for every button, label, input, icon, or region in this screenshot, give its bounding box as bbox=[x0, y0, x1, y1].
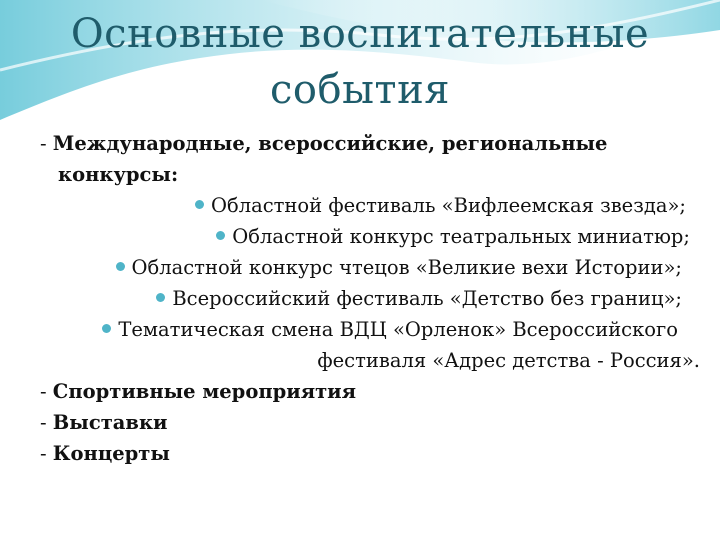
bullet-icon bbox=[116, 262, 125, 271]
bullet-item bbox=[40, 190, 700, 221]
slide-title bbox=[0, 6, 720, 118]
contests-heading: Международные, всероссийские, региональные bbox=[52, 132, 608, 155]
dash-marker: - bbox=[40, 132, 47, 155]
bullet-icon bbox=[195, 200, 204, 209]
contests-heading-cont: конкурсы: bbox=[58, 163, 179, 186]
bullet-text: Областной фестиваль «Вифлеемская звезда»; bbox=[210, 194, 686, 217]
dash-marker: - bbox=[40, 411, 47, 434]
exhibitions-label: Выставки bbox=[52, 411, 168, 434]
bullet-item bbox=[40, 283, 700, 314]
dash-marker: - bbox=[40, 442, 47, 465]
slide-body bbox=[40, 128, 700, 469]
bullet-text: Областной конкурс театральных миниатюр; bbox=[232, 225, 690, 248]
sports-label: Спортивные мероприятия bbox=[52, 380, 357, 403]
list-item-concerts bbox=[40, 438, 700, 469]
bullet-item bbox=[40, 252, 700, 283]
dash-marker: - bbox=[40, 380, 47, 403]
bullet-text: Тематическая смена ВДЦ «Орленок» Всероссийского bbox=[118, 318, 678, 341]
list-item-contests bbox=[40, 128, 700, 159]
bullet-icon bbox=[156, 293, 165, 302]
list-item-exhibitions bbox=[40, 407, 700, 438]
concerts-label: Концерты bbox=[52, 442, 170, 465]
bullet-item bbox=[40, 221, 700, 252]
title-line-1: Основные воспитательные bbox=[70, 11, 650, 57]
bullet-item bbox=[40, 314, 700, 345]
bullet-text: Областной конкурс чтецов «Великие вехи Истории»; bbox=[131, 256, 682, 279]
bullet-text: Всероссийский фестиваль «Детство без границ»; bbox=[172, 287, 682, 310]
bullet-text-cont: фестиваля «Адрес детства - Россия». bbox=[317, 349, 700, 372]
title-line-2: события bbox=[270, 67, 450, 113]
bullet-icon bbox=[102, 324, 111, 333]
bullet-icon bbox=[216, 231, 225, 240]
list-item-sports bbox=[40, 376, 700, 407]
